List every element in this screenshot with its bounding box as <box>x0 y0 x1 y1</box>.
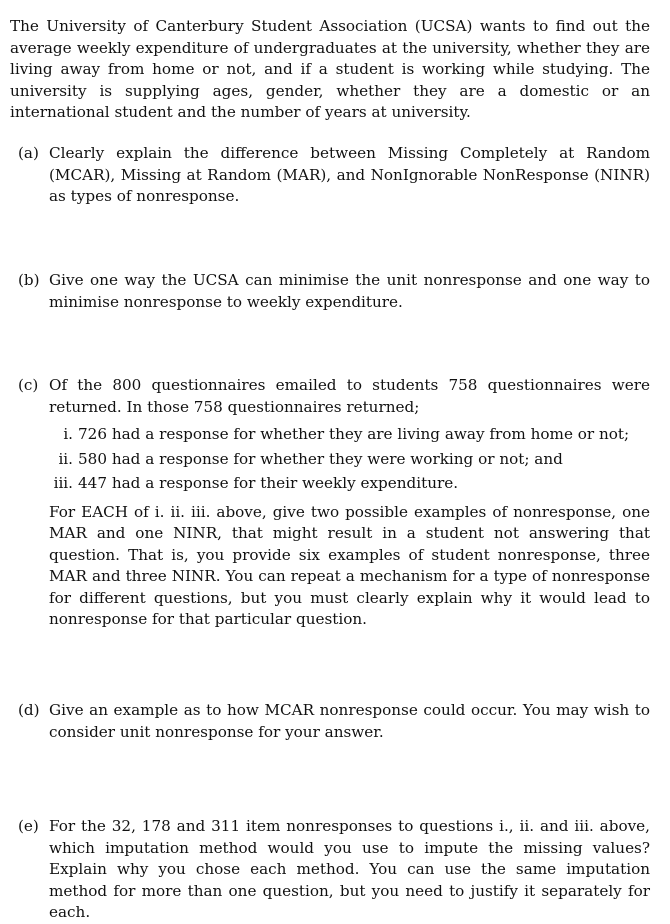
question-text: Give one way the UCSA can minimise the unit nonresponse and one way to minimise nonresponse to weekly expenditure. <box>49 271 650 311</box>
question-c <box>10 375 650 631</box>
subitem-label: iii. <box>53 474 73 492</box>
subitem-iii <box>49 473 650 495</box>
question-label: (b) <box>18 271 40 289</box>
document-page <box>10 16 650 124</box>
subitem-label: i. <box>63 425 73 443</box>
question-text: For the 32, 178 and 311 item nonresponses to questions i., ii. and iii. above, which imputation method would you use to impute the missing values? Explain why you chose each method. You can use the same imputation method for more than one question, but you need to justify it separately for each. <box>49 817 650 921</box>
question-a <box>10 143 650 208</box>
question-d <box>10 700 650 743</box>
intro-paragraph: The University of Canterbury Student Association (UCSA) wants to find out the average weekly expenditure of undergraduates at the university, whether they are living away from home or not, and if a student is working while studying. The university is supplying ages, gender, whether they are a domestic or an international student and the number of years at university. <box>10 17 650 121</box>
subitem-ii <box>49 449 650 471</box>
question-text: Give an example as to how MCAR nonresponse could occur. You may wish to consider unit nonresponse for your answer. <box>49 701 650 741</box>
question-label: (d) <box>18 701 40 719</box>
subitem-text: 726 had a response for whether they are living away from home or not; <box>78 425 630 443</box>
subitem-i <box>49 424 650 446</box>
question-followup: For EACH of i. ii. iii. above, give two possible examples of nonresponse, one MAR and one NINR, that might result in a student not answering that question. That is, you provide six examples of student nonresponse, three MAR and three NINR. You can repeat a mechanism for a type of nonresponse for different questions, but you must clearly explain why it would lead to nonresponse for that particular question. <box>49 502 650 628</box>
subitem-label: ii. <box>58 449 73 468</box>
subitem-text: 580 had a response for whether they were working or not; and <box>78 449 563 468</box>
question-label: (e) <box>18 817 39 835</box>
question-label: (a) <box>18 144 39 162</box>
question-label: (c) <box>18 376 39 394</box>
subitem-list <box>49 424 650 495</box>
subitem-text: 447 had a response for their weekly expenditure. <box>78 474 459 492</box>
question-text: Of the 800 questionnaires emailed to students 758 questionnaires were returned. In those 758 questionnaires returned; <box>49 376 650 416</box>
question-text: Clearly explain the difference between Missing Completely at Random (MCAR), Missing at Random (MAR), and NonIgnorable NonResponse (NINR) as types of nonresponse. <box>49 144 650 205</box>
question-e <box>10 816 650 924</box>
question-b <box>10 270 650 313</box>
